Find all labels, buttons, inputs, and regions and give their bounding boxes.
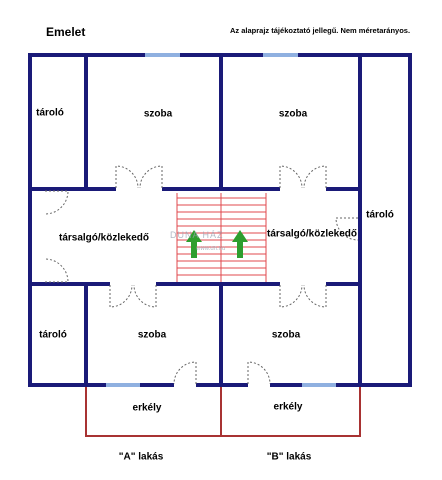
- room-label-erkely-left: erkély: [132, 402, 162, 414]
- disclaimer-note: Az alaprajz tájékoztató jellegű. Nem méretarányos.: [230, 26, 411, 35]
- room-label-tarolo-top-left: tároló: [36, 107, 64, 119]
- watermark-url: www.dh.hu: [196, 246, 226, 252]
- floor-title: Emelet: [46, 25, 86, 39]
- door-swing: [140, 166, 162, 188]
- door-swing: [134, 285, 156, 307]
- door-swing: [304, 166, 326, 188]
- unit-label-b: "B" lakás: [266, 451, 312, 463]
- door-swing: [110, 285, 132, 307]
- door-swing: [45, 191, 68, 214]
- room-label-erkely-right: erkély: [273, 401, 303, 413]
- walls: [30, 55, 410, 385]
- door-swing: [280, 166, 302, 188]
- door-swing: [248, 362, 270, 384]
- room-label-szoba-bottom-left: szoba: [137, 329, 167, 341]
- door-swing: [280, 285, 302, 307]
- watermark-brand: DUNA HÁZ: [170, 230, 224, 240]
- room-label-tarsalgo-right: társalgó/közlekedő: [266, 228, 358, 240]
- room-label-szoba-top-right: szoba: [278, 108, 308, 120]
- balcony-outline: [86, 386, 360, 436]
- room-label-szoba-top-left: szoba: [143, 108, 173, 120]
- room-label-tarsalgo-left: társalgó/közlekedő: [58, 232, 150, 244]
- door-swing: [45, 259, 68, 282]
- unit-label-a: "A" lakás: [118, 451, 164, 463]
- door-swing: [116, 166, 138, 188]
- door-swing: [174, 362, 196, 384]
- room-label-tarolo-right: tároló: [366, 209, 394, 221]
- room-label-szoba-bottom-right: szoba: [271, 329, 301, 341]
- door-swing: [304, 285, 326, 307]
- room-label-tarolo-bottom-left: tároló: [39, 329, 67, 341]
